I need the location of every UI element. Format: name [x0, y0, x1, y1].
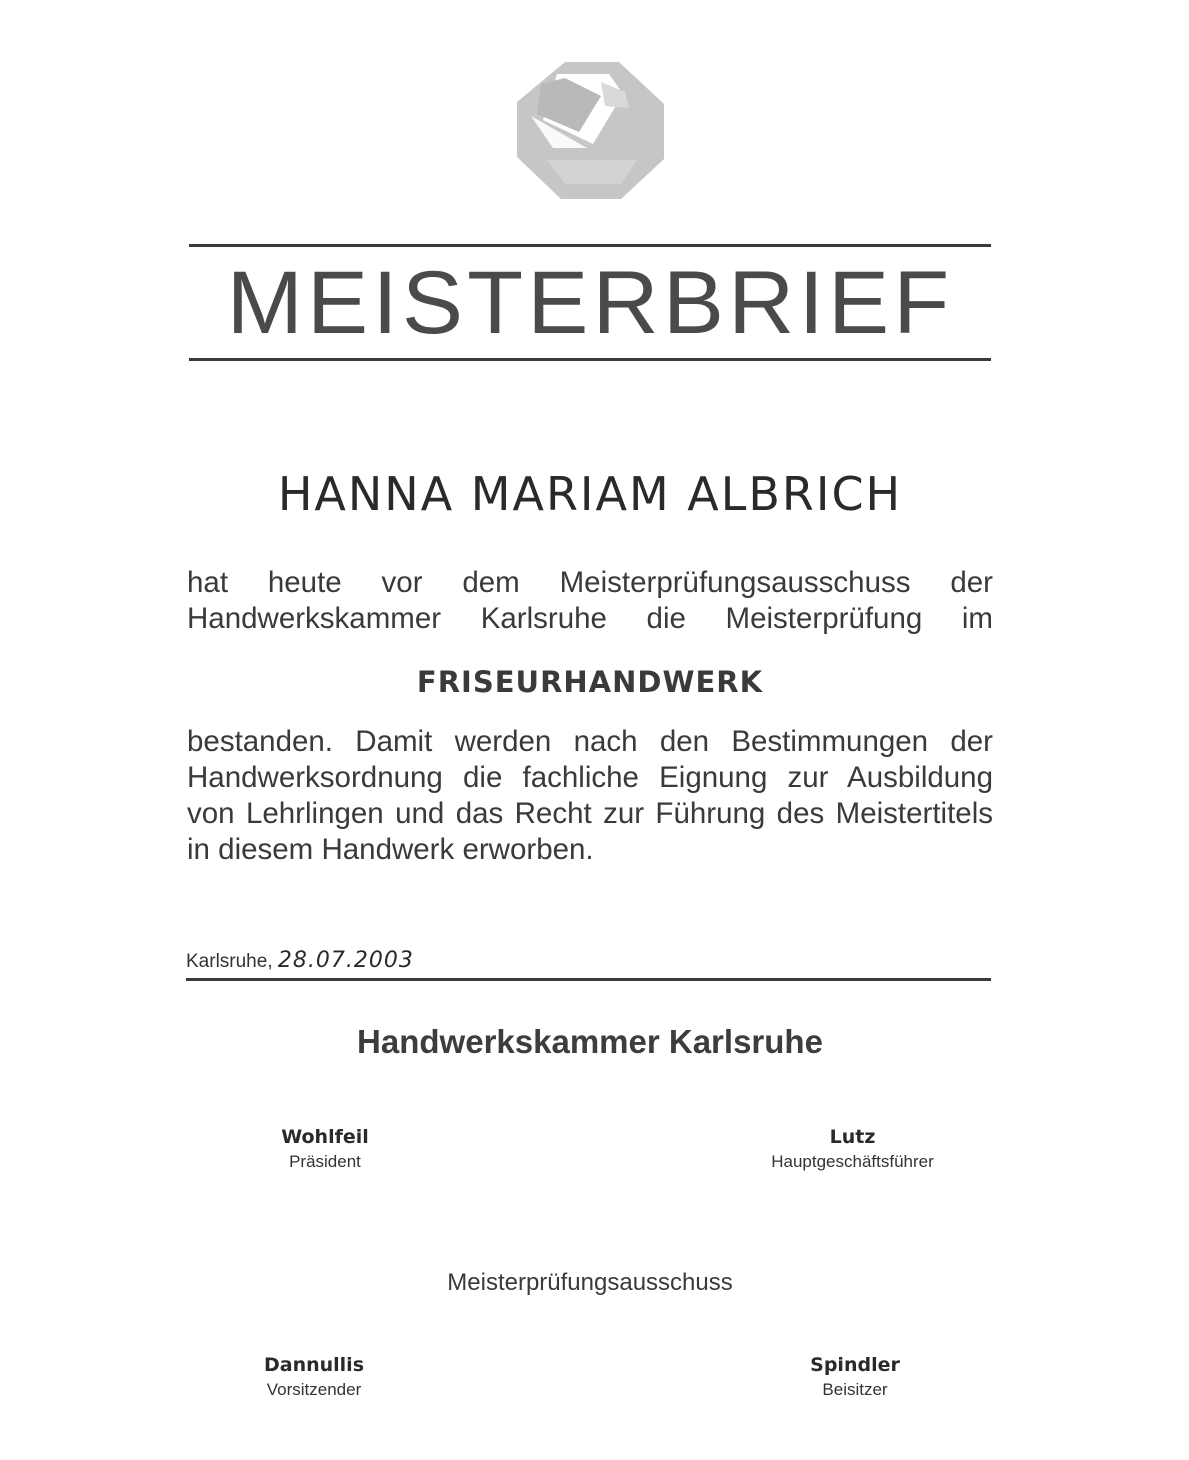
text-line: in diesem Handwerk erworben.: [187, 833, 594, 866]
signatory-name: Lutz: [829, 1126, 876, 1148]
signatory-role: Hauptgeschäftsführer: [771, 1152, 934, 1171]
signatory-name: Wohlfeil: [281, 1126, 369, 1148]
signature-committee-member: [755, 1352, 955, 1402]
signatory-role: Vorsitzender: [266, 1380, 362, 1399]
chamber-emblem-icon: [517, 62, 664, 199]
certificate-text-body: [187, 724, 993, 868]
signature-president: [225, 1124, 425, 1174]
signatory-name: Spindler: [810, 1354, 900, 1376]
text-line: Handwerkskammer Karlsruhe die Meisterprüfung im: [187, 602, 993, 635]
signatory-role: Präsident: [289, 1152, 361, 1171]
signature-manager: [730, 1124, 975, 1174]
trade-name: FRISEURHANDWERK: [416, 665, 764, 699]
place-and-date: [186, 946, 414, 977]
text-line: Handwerksordnung die fachliche Eignung zur Ausbildung: [187, 761, 993, 794]
title-rule-bottom: [189, 358, 991, 361]
recipient-name: HANNA MARIAM ALBRICH: [277, 467, 903, 521]
text-line: bestanden. Damit werden nach den Bestimmungen der: [187, 725, 993, 758]
title-rule-top: [189, 244, 991, 247]
signature-rule: [186, 978, 991, 981]
certificate-title: MEISTERBRIEF: [226, 252, 954, 352]
issuing-chamber: Handwerkskammer Karlsruhe: [357, 1023, 823, 1060]
signature-committee-chair: [214, 1352, 414, 1402]
certificate-text-intro: [187, 565, 993, 637]
issue-date: 28.07.2003: [277, 948, 414, 973]
issue-place: Karlsruhe,: [186, 951, 273, 972]
signatory-role: Beisitzer: [822, 1380, 888, 1399]
text-line: von Lehrlingen und das Recht zur Führung des Meistertitels: [187, 797, 993, 830]
committee-heading: Meisterprüfungsausschuss: [447, 1269, 733, 1296]
signatory-name: Dannullis: [263, 1354, 365, 1376]
text-line: hat heute vor dem Meisterprüfungsausschuss der: [187, 566, 993, 599]
